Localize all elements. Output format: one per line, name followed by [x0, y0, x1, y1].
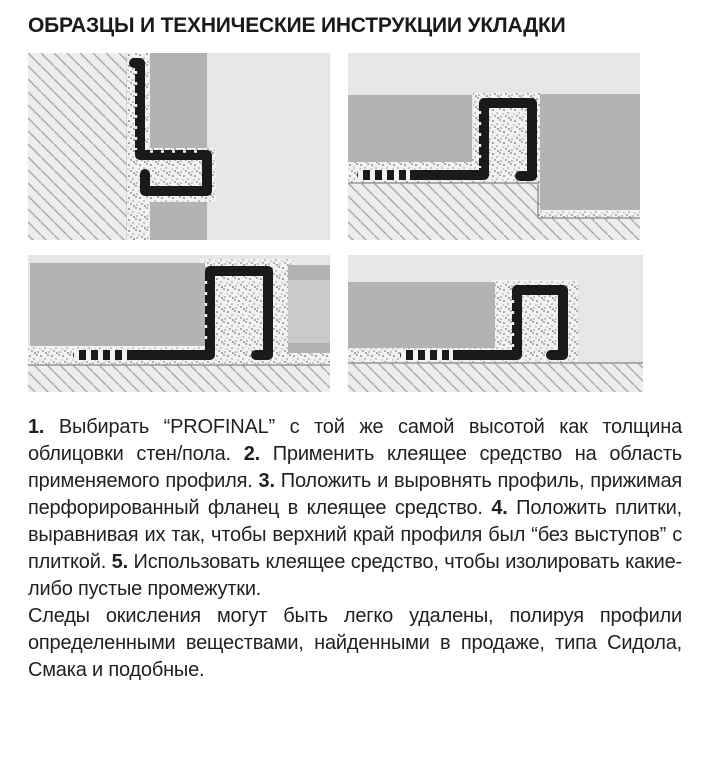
step-number: 2. — [243, 443, 260, 465]
step-number: 3. — [258, 470, 275, 492]
diagram-wall-border-profile — [28, 53, 330, 240]
adjacent-covering-core — [288, 280, 330, 343]
instruction-text: Положить плитки, выравнивая их так, чтобы верхний край профиля был “без выступов” с плиткой. — [28, 497, 682, 573]
adjacent-covering-top-layer — [288, 265, 330, 280]
instruction-text: Следы окисления могут быть легко удалены, полируя профили определенными веществами, найденными в продаже, типа Сидола, Смака и подобные. — [28, 605, 682, 681]
upper-tile — [150, 53, 207, 148]
lower-tile — [150, 202, 207, 240]
left-tile — [348, 95, 472, 162]
step-number: 5. — [111, 551, 128, 573]
instruction-paragraph — [28, 414, 682, 603]
diagram-floor-transition-profile — [348, 53, 640, 240]
instruction-text: Использовать клеящее средство, чтобы изолировать какие-либо пустые промежутки. — [28, 551, 682, 600]
step-number: 1. — [28, 416, 45, 438]
diagram-floor-end-profile — [348, 255, 643, 392]
wall-hatch-section — [28, 53, 127, 240]
page-title: ОБРАЗЦЫ И ТЕХНИЧЕСКИЕ ИНСТРУКЦИИ УКЛАДКИ — [28, 14, 566, 37]
tile — [348, 282, 495, 348]
floor-substrate-hatch — [348, 363, 643, 392]
floor-substrate-hatch — [28, 365, 330, 392]
right-tile — [540, 94, 640, 210]
instruction-text: Применить клеящее средство на область применяемого профиля. — [28, 443, 683, 492]
step-number: 4. — [491, 497, 508, 519]
adjacent-covering-bottom-layer — [288, 343, 330, 353]
tile — [30, 263, 205, 346]
instruction-paragraph — [28, 603, 682, 684]
instruction-text: Положить и выровнять профиль, прижимая перфорированный фланец в клеящее средство. — [28, 470, 682, 519]
installation-instructions — [28, 414, 682, 684]
instruction-text: Выбирать “PROFINAL” с той же самой высотой как толщина облицовки стен/пола. — [28, 416, 682, 465]
diagram-floor-edge-profile-with-covering — [28, 255, 330, 392]
